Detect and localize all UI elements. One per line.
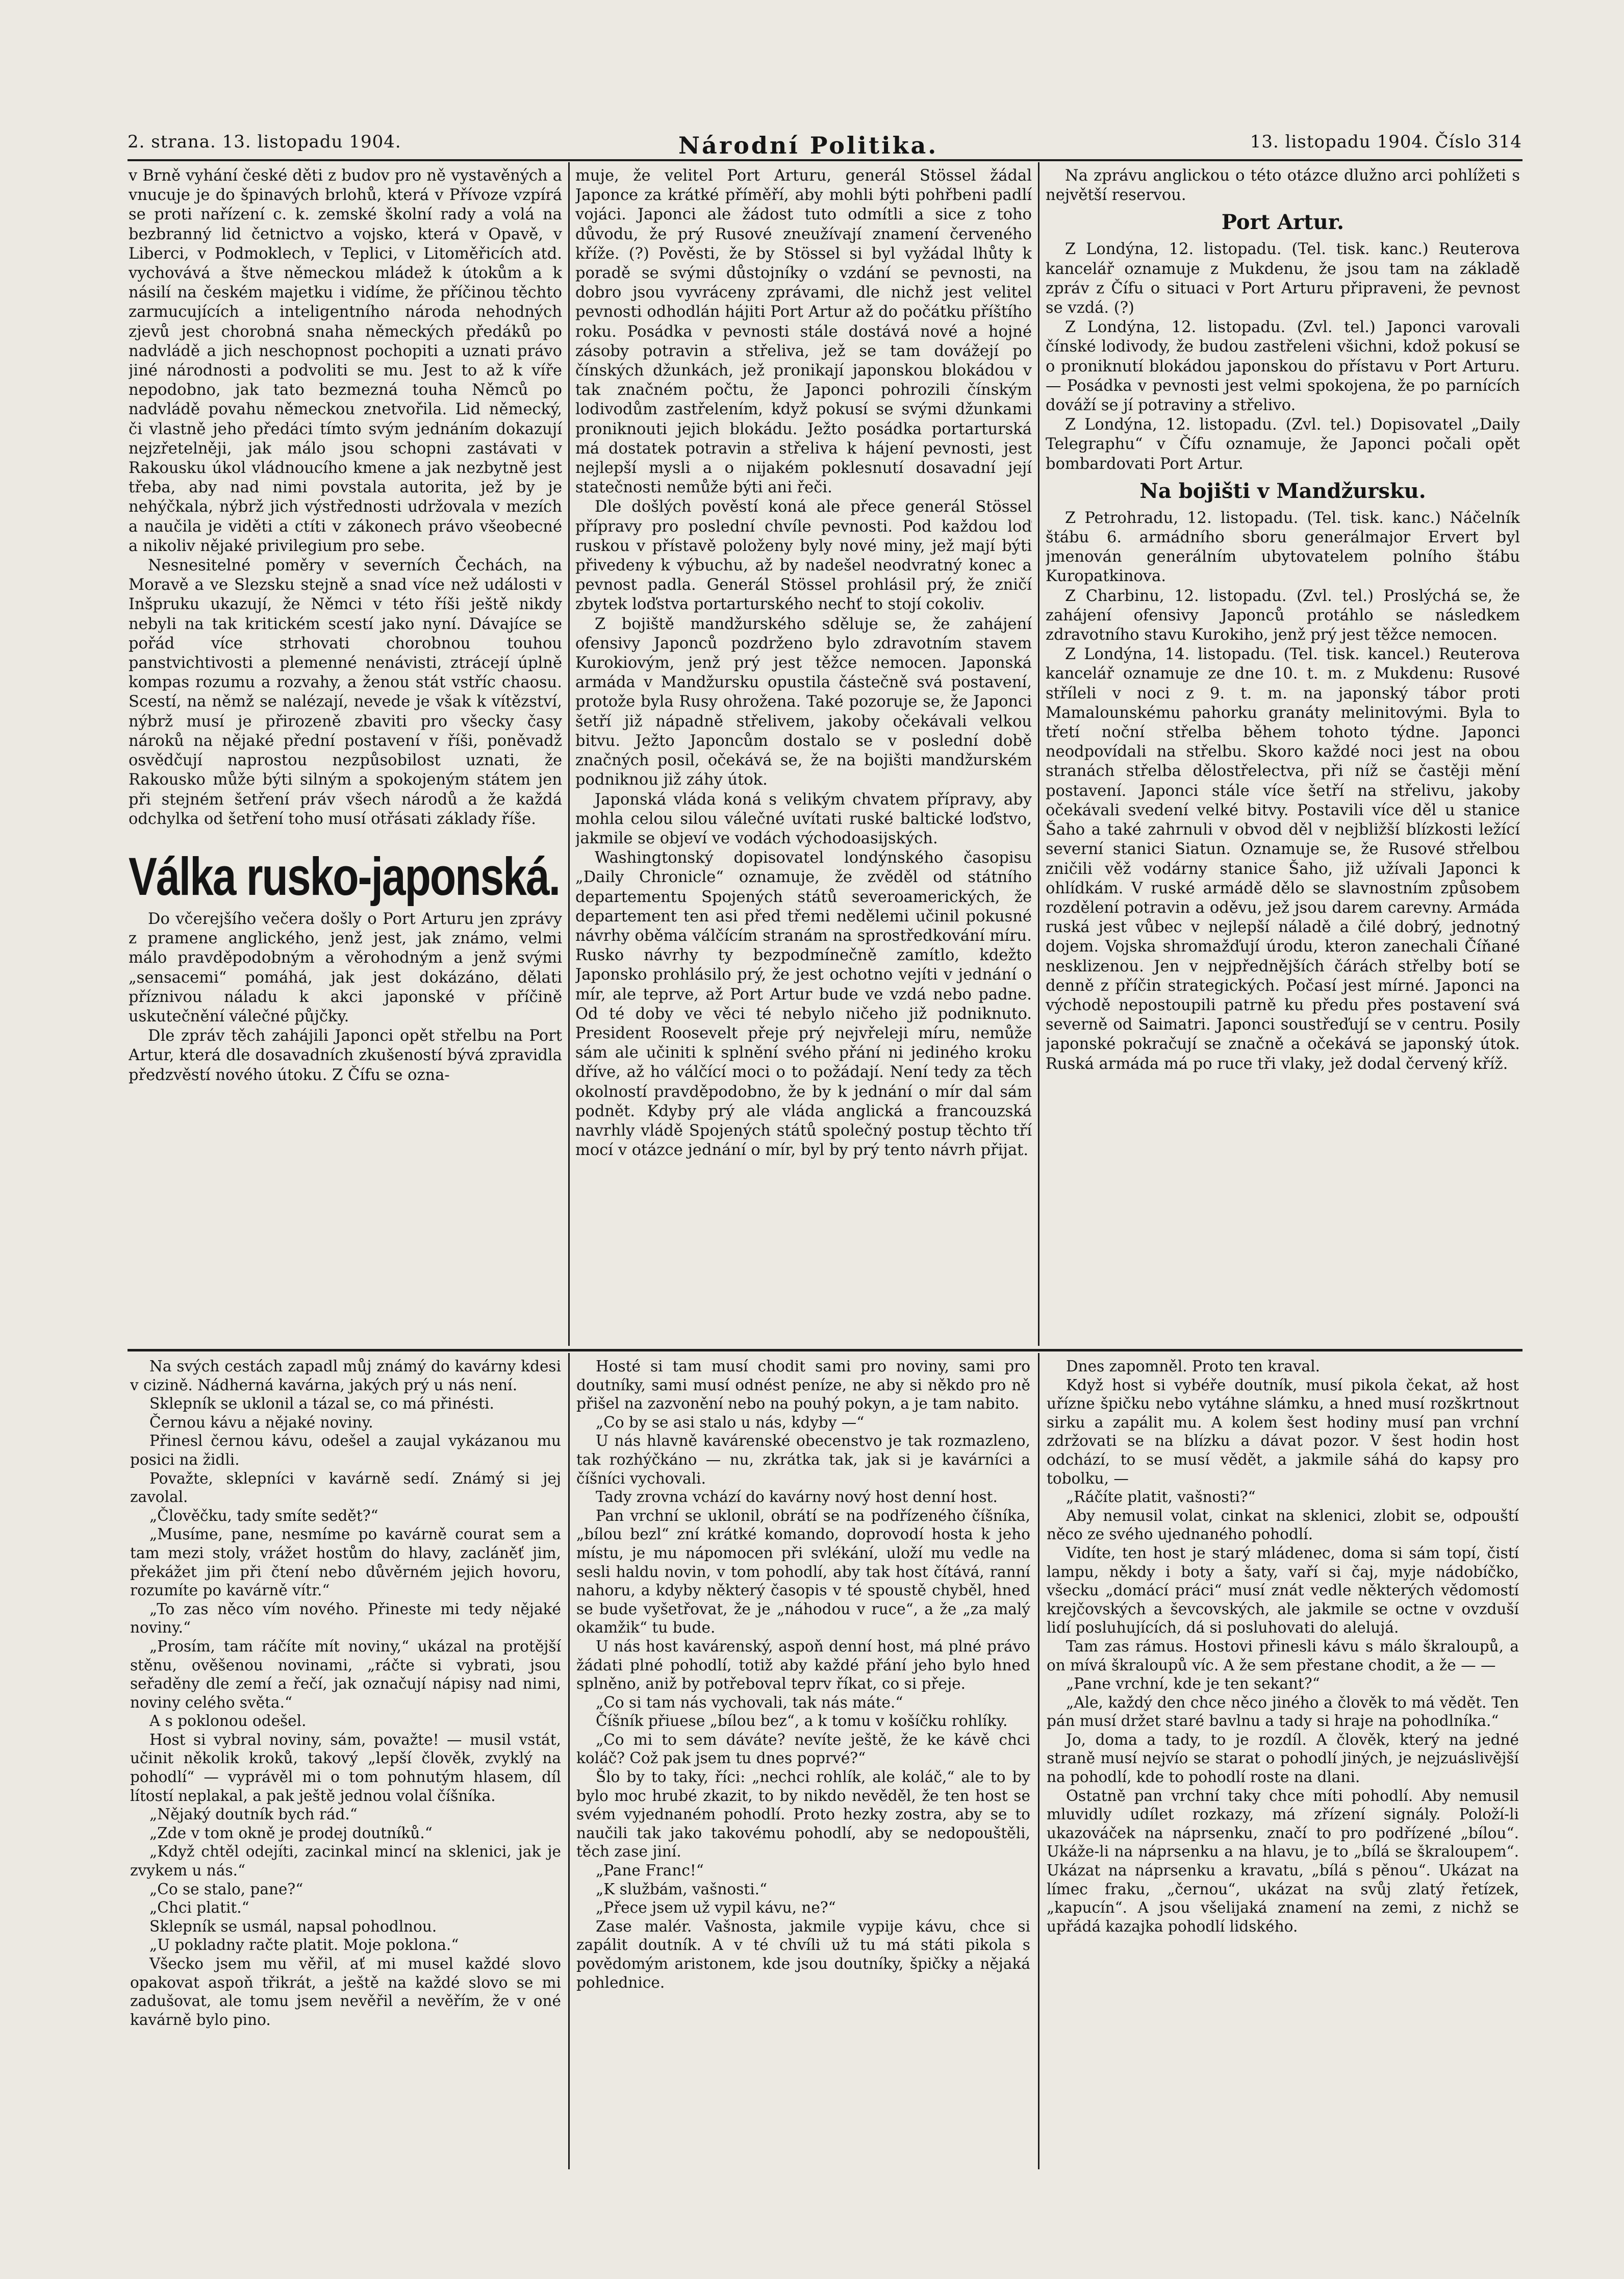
paragraph: „Pane Franc!“: [596, 1862, 704, 1880]
masthead-title: Národní Politika.: [678, 132, 938, 159]
paragraph: „Co se stalo, pane?“: [149, 1880, 303, 1898]
paragraph: „U pokladny račte platit. Moje poklona.“: [149, 1936, 459, 1954]
paragraph: Host si vybral noviny, sám, považte! — musil vstát, učinit několik kroků, takový „lepší člověk, zvyklý na pohodlí“ — vyprávěl mi o tom pohnutým hlasem, díl lítostí neplakal, a pak ještě jednou volal číšníka.: [130, 1731, 561, 1805]
feuilleton-column-3: [1047, 1357, 1519, 2168]
paragraph: Sklepník se usmál, napsal pohodlnou.: [149, 1917, 437, 1935]
paragraph: „Musíme, pane, nesmíme po kavárně courat sem a tam mezi stoly, vrážet hostům do hlavy, zacláněť jim, překážet jim při čtení nebo důvěrném jejich hovoru, rozumíte po kavárně vítr.“: [130, 1525, 561, 1599]
column-rule-2: [1038, 162, 1039, 1346]
article-column-3: [1046, 166, 1520, 1345]
paragraph: Zase malér. Vašnosta, jakmile vypije kávu, chce si zapálit doutník. A v té chvíli už tu má státi pikola s povědomým aristonem, kde jsou doutníky, špičky a nějaká pohlednice.: [576, 1917, 1030, 1991]
paragraph: v Brně vyhání české děti z budov pro ně vystavěných a vnucuje je do špinavých brlohů, která v Přívoze vzpírá se proti nařízení c. k. zemské školní rady a volá na bezbranný lid četnictvo a vojsko, která v Opavě, v Liberci, v Podmoklech, v Teplici, v Litoměřicích atd. vychovává a štve německou mládež k útokům a k násilí na českém majetku i vidíme, že příčinou těchto zarmucujících a inteligentního národa nehodných zjevů jest chorobná snaha německých předáků po nadvládě a jich neschopnost pochopiti a uznati právo jiné národnosti a podvoliti se mu. Jest to až k víře nepodobno, jak tato bezmezná touha Němců po nadvládě povahu německou znetvořila. Lid německý, či vlastně jeho předáci tímto svým jednáním dokazují nejzřetelněji, jak málo jsou schopni zastávati v Rakousku úkol vládnoucího kmene a jak nezbytně jest třeba, aby nad nimi povstala autorita, jež by je nehýčkala, nýbrž jich výstřednosti udržovala v mezích a naučila je viděti a ctíti v zákonech právo všeobecné a nikoliv nějaké privilegium pro sebe.: [129, 167, 562, 555]
paragraph: „Nějaký doutník bych rád.“: [149, 1806, 358, 1823]
paragraph: „To zas něco vím nového. Přineste mi tedy nějaké noviny.“: [130, 1600, 561, 1637]
header-rule: [128, 159, 1523, 161]
paragraph: „Co si tam nás vychovali, tak nás máte.“: [596, 1693, 903, 1711]
paragraph: Dle došlých pověstí koná ale přece generál Stössel přípravy pro poslední chvíle pevnosti. Pod každou loď ruskou v přístavě položeny byly nové miny, jež mají býti přivedeny k výbuchu, až by nadešel neodvratný konec a pevnost padla. Generál Stössel prohlásil prý, že zničí zbytek loďstva portarturského nechť to stojí cokoliv.: [575, 498, 1032, 614]
paragraph: Washingtonský dopisovatel londýnského časopisu „Daily Chronicle“ oznamuje, že zvěděl od státního departementu Spojených států severoamerických, že departement ten asi před třemi nedělemi učinil pokusné návrhy oběma válčícím stranám na sprostředkování míru. Rusko návrhy ty bezpodmínečně zamítlo, kdežto Japonsko prohlásilo prý, že jest ochotno vejíti v jednání o mír, ale teprve, až Port Artur bude ve vzdá nebo padne. Od té doby ve věci té nebylo ničeho již podniknuto. President Roosevelt přeje prý nejvřeleji míru, nemůže sám ale učiniti k splnění svého přání ni jediného kroku dříve, až ho válčící moci o to požádají. Není tedy za těch okolností pravděpodobno, že by k jednání o mír dal sám podnět. Kdyby prý ale vláda anglická a francouzská navrhly vládě Spojených států společný postup těchto tří mocí v otázce jednání o mír, byl by prý tento návrh přijat.: [575, 849, 1032, 1160]
paragraph: Černou kávu a nějaké noviny.: [149, 1413, 373, 1431]
paragraph: Z Londýna, 14. listopadu. (Tel. tisk. kancel.) Reuterova kancelář oznamuje ze dne 10. t. m. z Mukdenu: Rusové stříleli v noci z 9. t. m. na japonský tábor proti Mamalounskému pahorku granáty melinitovými. Byla to třetí noční střelba během tohoto týdne. Japonci neodpovídali na střelbu. Skoro každé noci jest na obou stranách střelba dělostřelectva, při níž se častěji mění postavení. Japonci stále více šetří na střelivu, jakoby očekávali svedení velké bitvy. Postavili více děl u stanice Šaho a také zahrnuli v obvod děl v nejbližší blízkosti ležící severní stanici Siatun. Oznamuje se, že Rusové střelbou zničili věž vodárny stanice Šaho, již užívali Japonci k ohlídkám. V ruské armádě dělo se slavnostním způsobem rozdělení potravin a oděvu, jež jsou darem carevny. Armáda ruská jest vůbec v nejlepší náladě a čilé dobrý, jednotný dojem. Vojska shromažďují úrodu, kteron zanechali Číňané nesklizenou. Jen v nejpřednějších čárách střelby botí se denně z příčin strategických. Počasí jest mírné. Japonci na východě nepostoupili patrně ku předu přes postavení svá severně od Saimatri. Japonci soustřeďují se v centru. Posily japonské pokračují se značně a očekává se japonský útok. Ruská armáda má po ruce tři vlaky, jež dodal červený kříž.: [1046, 645, 1520, 1073]
article-column-2: [575, 166, 1032, 1345]
paragraph: muje, že velitel Port Arturu, generál Stössel žádal Japonce za krátké příměří, aby mohli býti pohřbeni padlí vojáci. Japonci ale žádost tuto odmítli a sice z toho důvodu, že prý Rusové zneužívají znamení červeného kříže. (?) Pověsti, že by Stössel si byl vyžádal lhůty k poradě se svými důstojníky o vzdání se pevnosti, na dobro jsou vyvráceny zprávami, dle nichž jest velitel pevnosti odhodlán hájiti Port Artur až do počátku příštího roku. Posádka v pevnosti stále dostává nové a hojné zásoby potravin a střeliva, jež se tam dovážejí po čínských džunkách, jež pronikají japonskou blokádou v tak značném počtu, že Japonci pohrozili čínským lodivodům zastřelením, když pokusí se svými džunkami proniknouti jejich blokádu. Ježto posádka portarturská má dostatek potravin a střeliva k hájení pevnosti, jest nejlepší mysli a o nijakém poklesnutí dosavadní její statečnosti nemůže býti ani řeči.: [575, 167, 1032, 497]
paragraph: „Prosím, tam ráčíte mít noviny,“ ukázal na protější stěnu, ověšenou novinami, „ráčte si vybrati, jsou seřaděny dle zemí a řečí, jak označují nápisy nad nimi, noviny celého světa.“: [130, 1637, 561, 1711]
feuilleton-column-2: [576, 1357, 1030, 2168]
paragraph: „Co mi to sem dáváte? nevíte ještě, že ke kávě chci koláč? Což pak jsem tu dnes poprvé?“: [576, 1731, 1030, 1767]
paragraph: Na zprávu anglickou o této otázce dlužno arci pohlížeti s největší reservou.: [1046, 167, 1520, 205]
paragraph: Z bojiště mandžurského sděluje se, že zahájení ofensivy Japonců pozdrženo bylo zdravotním stavem Kurokiovým, jenž prý jest těžce nemocen. Japonská armáda v Mandžursku opustila částečně svá postavení, protože byla Rusy ohrožena. Také pozoruje se, že Japonci šetří již nápadně střelivem, jakoby očekávali velkou bitvu. Ježto Japoncům dostalo se v poslední době značných posil, očekává se, že na bojišti mandžurském podniknou již záhy útok.: [575, 615, 1032, 789]
column-rule-1: [568, 162, 570, 1346]
paragraph: „Když chtěl odejíti, zacinkal mincí na sklenici, jak je zvykem u nás.“: [130, 1843, 561, 1880]
paragraph: „Ale, každý den chce něco jiného a člověk to má vědět. Ten pán musí držet staré bavlnu a tady si hraje na pohodlníka.“: [1047, 1693, 1519, 1730]
paragraph: Japonská vláda koná s velikým chvatem přípravy, aby mohla celou silou válečné uvítati ruské baltické loďstvo, jakmile se objeví ve vodách východoasijských.: [575, 790, 1032, 847]
paragraph: Dle zpráv těch zahájili Japonci opět střelbu na Port Artur, která dle dosavadních zkušeností bývá zpravidla předzvěstí nového útoku. Z Čífu se ozna-: [129, 1027, 562, 1084]
paragraph: „Co by se asi stalo u nás, kdyby —“: [596, 1413, 865, 1431]
paragraph: Z Londýna, 12. listopadu. (Tel. tisk. kanc.) Reuterova kancelář oznamuje z Mukdenu, že jsou tam na základě zpráv z Čífu o situaci v Port Arturu připraveni, že pevnost se vzdá. (?): [1046, 240, 1520, 317]
feuilleton-column-1: [130, 1357, 561, 2168]
paragraph: „Pane vrchní, kde je ten sekant?“: [1066, 1675, 1320, 1693]
paragraph: A s poklonou odešel.: [149, 1712, 307, 1730]
paragraph: Z Charbinu, 12. listopadu. (Zvl. tel.) Proslýchá se, že zahájení ofensivy Japonců protáhlo se následkem zdravotního stavu Kurokiho, jenž prý jest těžce nemocen.: [1046, 587, 1520, 644]
page-header-right: 13. listopadu 1904. Číslo 314: [1250, 132, 1522, 152]
paragraph: Ostatně pan vrchní taky chce míti pohodlí. Aby nemusil mluvidly udílet rozkazy, má zřízení signály. Položí-li ukazováček na náprsenku, značí to pro podřízené „bílou“. Ukáže-li na náprsenku a na hlavu, je to „bílá se škraloupem“. Ukázat na náprsenku a kravatu, „bílá s pěnou“. Ukázat na límec fraku, „černou“, ukázat na svůj zlatý řetízek, „kapucín“. A jsou všelijaká znamení na zemi, z nichž se upřádá kazajka pohodlí lidského.: [1047, 1787, 1519, 1935]
paragraph: Číšník přiuese „bílou bez“, a k tomu v košíčku rohlíky.: [596, 1712, 1008, 1730]
paragraph: Do včerejšího večera došly o Port Arturu jen zprávy z pramene anglického, jenž jest, jak známo, velmi málo pravděpodobným a věrohodným a jenž svými „sensacemi“ pomáhá, jak jest dokázáno, dělati příznivou náladu k akci japonské v příčině uskutečnění válečné půjčky.: [129, 910, 562, 1025]
paragraph: Nesnesitelné poměry v severních Čechách, na Moravě a ve Slezsku stejně a snad více než události v Inšpruku ukazují, že Němci v této říši ještě nikdy nebyli na tak kritickém scestí jako nyní. Dávajíce se pořád více strhovati chorobnou touhou panstvichtivosti a plemenné nenávisti, ztrácejí úplně kompas rozumu a rozvahy, a ženou stát vstříc chaosu. Scestí, na němž se nalézají, nevede je však k vítězství, nýbrž musí je přirozeně zbaviti pro všecky časy nároků na nějaké přední postavení v říši, poněvadž osvědčují naprostou nezpůsobilost uznati, že Rakousko může býti silným a spokojeným státem jen při stejném šetření práv všech národů a že každá odchylka od šetření toho musí otřásati základy říše.: [129, 557, 562, 828]
war-section-heading: Válka rusko-japonská.: [129, 846, 560, 907]
paragraph: Dnes zapomněl. Proto ten kraval.: [1066, 1358, 1321, 1375]
paragraph: U nás host kavárenský, aspoň denní host, má plné právo žádati plné pohodlí, totiž aby každé přání jeho bylo hned splněno, aniž by potřeboval teprv říkat, co si přeje.: [576, 1637, 1030, 1693]
article-column-1: [129, 166, 562, 1345]
paragraph: Jo, doma a tady, to je rozdíl. A člověk, který na jedné straně musí nejvío se starat o pohodlí jiných, je nejzuáslivější na pohodlí, kde to pohodlí roste na dlani.: [1047, 1731, 1519, 1786]
paragraph: Z Londýna, 12. listopadu. (Zvl. tel.) Dopisovatel „Daily Telegraphu“ v Čífu oznamuje, že Japonci počali opět bombardovati Port Artur.: [1046, 416, 1520, 473]
paragraph: Na svých cestách zapadl můj známý do kavárny kdesi v cizině. Nádherná kavárna, jakých prý u nás není.: [130, 1358, 561, 1394]
feuilleton-rule-2: [1038, 1353, 1039, 2169]
paragraph: Pan vrchní se uklonil, obrátí se na podřízeného číšníka, „bílou bezl“ zní krátké komando, doprovodí hosta k jeho místu, je mu nápomocen při svlékání, uloží mu vedle na sesli haldu novin, v tom pohodlí, aby tak host čítává, ranní nahoru, a kdyby některý časopis v té spoustě chyběl, hned se bude vyšetřovat, že je „náhodou v ruce“, a že „za malý okamžik“ tu bude.: [576, 1507, 1030, 1637]
paragraph: Vidíte, ten host je starý mládenec, doma si sám topí, čistí lampu, někdy i boty a šaty, vaří si čaj, myje nádobíčko, všecku „domácí práci“ musí znát vedle některých vědomostí krejčovských a ševcovských, ale jakmile se octne v ovzduší lidí posluhujících, dá si posluhovati do alelujá.: [1047, 1544, 1519, 1637]
paragraph: Sklepník se uklonil a tázal se, co má přinésti.: [149, 1395, 494, 1413]
paragraph: Považte, sklepníci v kavárně sedí. Známý si jej zavolal.: [130, 1469, 561, 1506]
paragraph: Když host si vybéře doutník, musí pikola čekat, až host uřízne špičku nebo vytáhne slámku, a hned musí rozškrtnout sirku a zapálit mu. A kolem šest hodiny musí pan vrchní zdržovati se na blízku a dávat pozor. V šest hodin host odchází, to se musí vědět, a jakmile sáhá do kapsy pro tobolku, —: [1047, 1376, 1519, 1487]
paragraph: Přinesl černou kávu, odešel a zaujal vykázanou mu posici na židli.: [130, 1432, 561, 1468]
manchuria-heading: Na bojišti v Mandžursku.: [1139, 479, 1426, 503]
feuilleton-rule-1: [568, 1353, 570, 2169]
paragraph: Hosté si tam musí chodit sami pro noviny, sami pro doutníky, sami musí odnést peníze, ne aby si někdo pro ně přišel na zazvonění nebo na pouhý pokyn, a je tam nabito.: [576, 1358, 1030, 1413]
paragraph: „Chci platit.“: [149, 1899, 249, 1917]
paragraph: „K službám, vašnosti.“: [596, 1880, 768, 1898]
paragraph: Z Petrohradu, 12. listopadu. (Tel. tisk. kanc.) Náčelník štábu 6. armádního sboru generálmajor Ervert byl jmenován generálním ubytovatelem polního štábu Kuropatkinova.: [1046, 509, 1520, 586]
paragraph: Tam zas rámus. Hostovi přinesli kávu s málo škraloupů, a on mívá škraloupů víc. A že sem přestane chodit, a že — —: [1047, 1637, 1519, 1674]
paragraph: Z Londýna, 12. listopadu. (Zvl. tel.) Japonci varovali čínské lodivody, že budou zastřeleni všichni, kdož pokusí se o proniknutí blokádou japonskou do přístavu v Port Arturu. — Posádka v pevnosti jest velmi spokojena, že po parnících dováží se jí potraviny a střelivo.: [1046, 318, 1520, 415]
paragraph: U nás hlavně kavárenské obecenstvo je tak rozmazleno, tak rozhýčkáno — nu, zkrátka tak, jak si je kavárníci a číšníci vychovali.: [576, 1432, 1030, 1487]
paragraph: Tady zrovna vchází do kavárny nový host denní host.: [596, 1488, 998, 1506]
paragraph: Všecko jsem mu věřil, ať mi musel každé slovo opakovat aspoň třikrát, a ještě na každé slovo se mi zadušovat, ale tomu jsem nevěřil a nevěřím, že v oné kavárně bylo pino.: [130, 1955, 561, 2028]
paragraph: „Zde v tom okně je prodej doutníků.“: [149, 1824, 433, 1842]
port-artur-heading: Port Artur.: [1221, 210, 1344, 235]
page-header-left: 2. strana. 13. listopadu 1904.: [128, 132, 401, 152]
paragraph: Šlo by to taky, říci: „nechci rohlík, ale koláč,“ ale to by bylo moc hrubé zkazit, to by nikdo nevěděl, že ten host se svém vyjednaném pohodlí. Proto hezky zostra, aby se to naučili tak jako takovému pohodlí, aby se nedopouštěli, těch zase jiní.: [576, 1768, 1030, 1861]
feuilleton-separator: [128, 1349, 1523, 1351]
paragraph: „Ráčíte platit, vašnosti?“: [1066, 1488, 1256, 1506]
paragraph: „Přece jsem už vypil kávu, ne?“: [596, 1899, 836, 1917]
paragraph: „Člověčku, tady smíte sedět?“: [149, 1507, 378, 1524]
paragraph: Aby nemusil volat, cinkat na sklenici, zlobit se, odpouští něco ze svého ujednaného pohodlí.: [1047, 1507, 1519, 1543]
